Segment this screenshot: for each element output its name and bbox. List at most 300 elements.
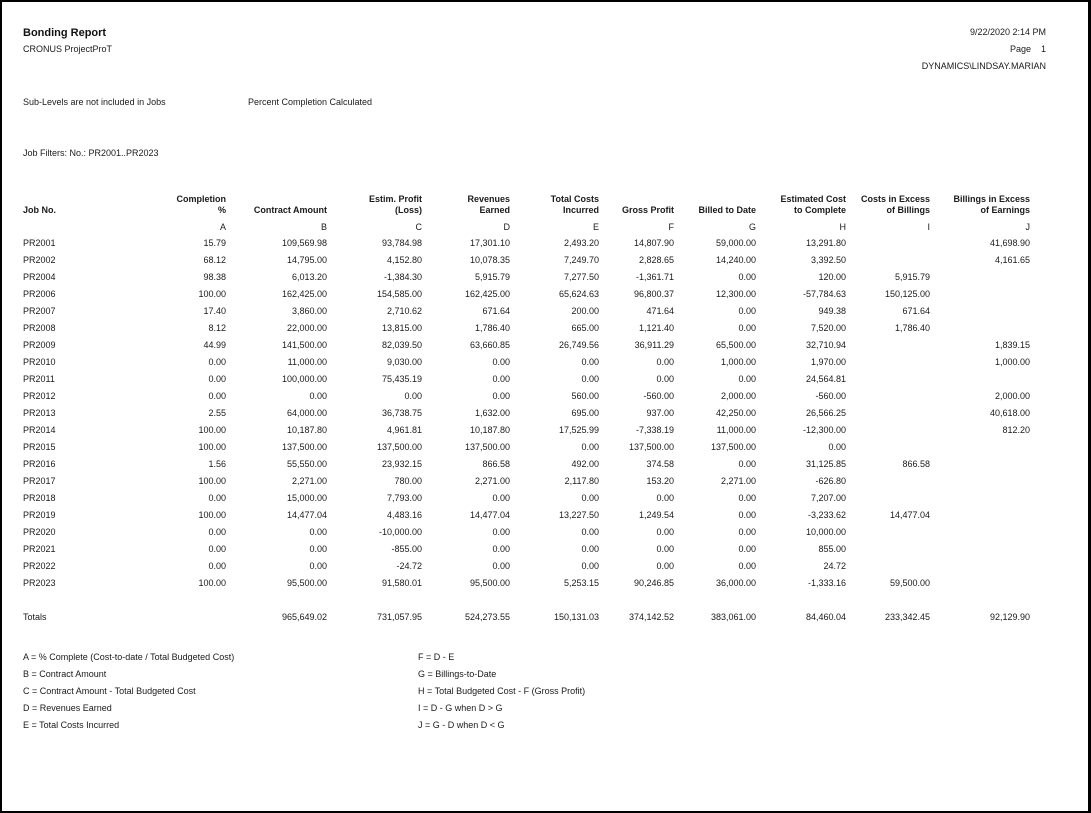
value-cell: 0.00 bbox=[828, 441, 846, 452]
value-cell: 0.00 bbox=[492, 526, 510, 537]
value-cell bbox=[846, 438, 930, 455]
value-cell: 75,435.19 bbox=[381, 373, 422, 384]
column-header-line2: to Complete bbox=[793, 205, 846, 215]
table-row bbox=[23, 353, 1030, 370]
value-cell: 154,585.00 bbox=[376, 288, 422, 299]
table-row bbox=[23, 302, 1030, 319]
table-row bbox=[23, 489, 1030, 506]
value-cell: 59,000.00 bbox=[715, 237, 756, 248]
value-cell: 0.00 bbox=[492, 373, 510, 384]
value-cell: 0.00 bbox=[656, 526, 674, 537]
column-header bbox=[930, 192, 1030, 216]
value-cell: 695.00 bbox=[571, 407, 599, 418]
column-header bbox=[599, 192, 674, 216]
table-row bbox=[23, 370, 1030, 387]
column-header-line2: of Billings bbox=[886, 205, 930, 215]
legend-item: A = % Complete (Cost-to-date / Total Budgeted Cost) bbox=[23, 652, 235, 662]
column-header bbox=[23, 192, 73, 216]
value-cell bbox=[930, 489, 1030, 506]
value-cell: 17.40 bbox=[203, 305, 226, 316]
value-cell: 14,240.00 bbox=[715, 254, 756, 265]
page-indicator bbox=[1010, 44, 1046, 54]
value-cell: 23,932.15 bbox=[381, 458, 422, 469]
value-cell: 2,000.00 bbox=[720, 390, 756, 401]
column-header-line2: Contract Amount bbox=[253, 205, 327, 215]
value-cell bbox=[930, 302, 1030, 319]
job-number-cell: PR2007 bbox=[23, 305, 56, 316]
value-cell: 9,030.00 bbox=[386, 356, 422, 367]
spacer-cell bbox=[23, 591, 1030, 608]
value-cell: -1,384.30 bbox=[383, 271, 422, 282]
page-number: 1 bbox=[1040, 44, 1046, 54]
value-cell: 1,000.00 bbox=[994, 356, 1030, 367]
value-cell bbox=[930, 506, 1030, 523]
value-cell: 2,000.00 bbox=[994, 390, 1030, 401]
value-cell: 0.00 bbox=[309, 526, 327, 537]
value-cell: 65,500.00 bbox=[715, 339, 756, 350]
value-cell bbox=[846, 336, 930, 353]
value-cell bbox=[930, 370, 1030, 387]
value-cell: 36,738.75 bbox=[381, 407, 422, 418]
value-cell: 2,117.80 bbox=[564, 475, 599, 486]
total-value-cell: 233,342.45 bbox=[884, 611, 930, 622]
table-row bbox=[23, 523, 1030, 540]
value-cell: 2,271.00 bbox=[720, 475, 756, 486]
value-cell: 1,839.15 bbox=[994, 339, 1030, 350]
column-letter: A bbox=[219, 222, 226, 232]
value-cell: 937.00 bbox=[646, 407, 674, 418]
value-cell: 95,500.00 bbox=[469, 577, 510, 588]
value-cell bbox=[846, 370, 930, 387]
spacer-row bbox=[23, 591, 1030, 608]
table-row bbox=[23, 557, 1030, 574]
value-cell: 91,580.01 bbox=[381, 577, 422, 588]
value-cell: 5,253.15 bbox=[563, 577, 599, 588]
table-row bbox=[23, 540, 1030, 557]
value-cell: 24,564.81 bbox=[805, 373, 846, 384]
value-cell: 7,277.50 bbox=[563, 271, 599, 282]
value-cell: 15,000.00 bbox=[286, 492, 327, 503]
value-cell: 82,039.50 bbox=[381, 339, 422, 350]
value-cell bbox=[930, 319, 1030, 336]
value-cell: 0.00 bbox=[656, 560, 674, 571]
column-header bbox=[510, 192, 599, 216]
value-cell bbox=[930, 285, 1030, 302]
value-cell: 0.00 bbox=[738, 509, 756, 520]
value-cell: 0.00 bbox=[738, 492, 756, 503]
header-row bbox=[23, 192, 1030, 216]
value-cell: 24.72 bbox=[823, 560, 846, 571]
value-cell: 100.00 bbox=[198, 288, 226, 299]
value-cell: 0.00 bbox=[738, 271, 756, 282]
value-cell bbox=[846, 523, 930, 540]
legend-item: H = Total Budgeted Cost - F (Gross Profit) bbox=[418, 686, 586, 696]
column-letter-row bbox=[23, 216, 1030, 234]
legend-item: B = Contract Amount bbox=[23, 669, 107, 679]
value-cell: 0.00 bbox=[309, 390, 327, 401]
value-cell: 866.58 bbox=[902, 458, 930, 469]
value-cell: -1,361.71 bbox=[635, 271, 674, 282]
job-number-cell: PR2018 bbox=[23, 492, 56, 503]
legend-item: J = G - D when D < G bbox=[418, 720, 505, 730]
value-cell: 1,786.40 bbox=[894, 322, 930, 333]
legend-item: E = Total Costs Incurred bbox=[23, 720, 120, 730]
value-cell: -57,784.63 bbox=[802, 288, 846, 299]
value-cell: 68.12 bbox=[203, 254, 226, 265]
value-cell: 100.00 bbox=[198, 424, 226, 435]
column-header-line1: Completion bbox=[176, 194, 226, 204]
value-cell: 7,249.70 bbox=[563, 254, 599, 265]
value-cell: -1,333.16 bbox=[807, 577, 846, 588]
value-cell: 41,698.90 bbox=[989, 237, 1030, 248]
total-value-cell: 965,649.02 bbox=[281, 611, 327, 622]
table-row bbox=[23, 319, 1030, 336]
value-cell: 90,246.85 bbox=[633, 577, 674, 588]
total-value-cell: 92,129.90 bbox=[989, 611, 1030, 622]
value-cell: 6,013.20 bbox=[291, 271, 327, 282]
column-header-line2: Gross Profit bbox=[621, 205, 674, 215]
value-cell: -10,000.00 bbox=[378, 526, 422, 537]
value-cell: 42,250.00 bbox=[715, 407, 756, 418]
column-header-line2: Incurred bbox=[562, 205, 599, 215]
value-cell: 0.00 bbox=[492, 356, 510, 367]
value-cell: 1,970.00 bbox=[810, 356, 846, 367]
value-cell: 13,227.50 bbox=[558, 509, 599, 520]
value-cell: 22,000.00 bbox=[286, 322, 327, 333]
column-letter: B bbox=[320, 222, 327, 232]
job-number-cell: PR2009 bbox=[23, 339, 56, 350]
value-cell: 471.64 bbox=[646, 305, 674, 316]
table-row bbox=[23, 268, 1030, 285]
value-cell: 1,121.40 bbox=[638, 322, 674, 333]
value-cell: 14,477.04 bbox=[889, 509, 930, 520]
value-cell: 100.00 bbox=[198, 441, 226, 452]
column-letter: C bbox=[415, 222, 422, 232]
value-cell bbox=[846, 353, 930, 370]
value-cell: 162,425.00 bbox=[281, 288, 327, 299]
value-cell: 3,392.50 bbox=[810, 254, 846, 265]
column-letter: D bbox=[503, 222, 510, 232]
value-cell: 100.00 bbox=[198, 509, 226, 520]
value-cell: 153.20 bbox=[646, 475, 674, 486]
value-cell: 0.00 bbox=[656, 356, 674, 367]
value-cell: 780.00 bbox=[394, 475, 422, 486]
column-header-line1: Costs in Excess bbox=[860, 194, 930, 204]
value-cell bbox=[846, 251, 930, 268]
value-cell: 10,187.80 bbox=[469, 424, 510, 435]
value-cell: 374.58 bbox=[646, 458, 674, 469]
value-cell: 162,425.00 bbox=[464, 288, 510, 299]
value-cell: 0.00 bbox=[738, 543, 756, 554]
legend-item: D = Revenues Earned bbox=[23, 703, 112, 713]
table-row bbox=[23, 455, 1030, 472]
value-cell: 2,710.62 bbox=[386, 305, 422, 316]
value-cell bbox=[846, 472, 930, 489]
value-cell: 0.00 bbox=[208, 356, 226, 367]
column-header bbox=[756, 192, 846, 216]
report-datetime: 9/22/2020 2:14 PM bbox=[969, 27, 1046, 37]
value-cell: 0.00 bbox=[656, 492, 674, 503]
job-number-cell: PR2011 bbox=[23, 373, 55, 384]
bonding-table bbox=[23, 192, 1030, 625]
job-filters: Job Filters: No.: PR2001..PR2023 bbox=[23, 148, 159, 158]
column-header bbox=[422, 192, 510, 216]
table-row bbox=[23, 506, 1030, 523]
job-number-cell: PR2014 bbox=[23, 424, 56, 435]
report-user: DYNAMICS\LINDSAY.MARIAN bbox=[921, 61, 1046, 71]
value-cell: 0.00 bbox=[738, 322, 756, 333]
column-letter: J bbox=[1025, 222, 1030, 232]
legend-item: C = Contract Amount - Total Budgeted Cost bbox=[23, 686, 196, 696]
value-cell: 0.00 bbox=[738, 373, 756, 384]
column-header-line1: Estim. Profit bbox=[368, 194, 422, 204]
value-cell: 0.00 bbox=[208, 543, 226, 554]
value-cell: 2,828.65 bbox=[638, 254, 674, 265]
value-cell: 3,860.00 bbox=[291, 305, 327, 316]
report-page bbox=[2, 2, 1088, 811]
value-cell: 0.00 bbox=[738, 458, 756, 469]
value-cell: 5,915.79 bbox=[894, 271, 930, 282]
total-value-cell: 374,142.52 bbox=[628, 611, 674, 622]
job-number-cell: PR2012 bbox=[23, 390, 56, 401]
value-cell bbox=[930, 455, 1030, 472]
job-number-cell: PR2019 bbox=[23, 509, 56, 520]
value-cell: 492.00 bbox=[571, 458, 599, 469]
value-cell: 2,271.00 bbox=[474, 475, 510, 486]
job-number-cell: PR2008 bbox=[23, 322, 56, 333]
sublevels-note: Sub-Levels are not included in Jobs bbox=[23, 97, 166, 107]
value-cell: 64,000.00 bbox=[286, 407, 327, 418]
value-cell: 0.00 bbox=[581, 441, 599, 452]
value-cell: 5,915.79 bbox=[474, 271, 510, 282]
total-value-cell: 150,131.03 bbox=[553, 611, 599, 622]
value-cell: 4,161.65 bbox=[994, 254, 1030, 265]
value-cell: 10,000.00 bbox=[805, 526, 846, 537]
value-cell: 4,483.16 bbox=[386, 509, 422, 520]
job-number-cell: PR2021 bbox=[23, 543, 56, 554]
value-cell: 0.00 bbox=[309, 560, 327, 571]
job-number-cell: PR2002 bbox=[23, 254, 56, 265]
value-cell: 59,500.00 bbox=[889, 577, 930, 588]
value-cell: 4,152.80 bbox=[386, 254, 422, 265]
value-cell: 17,301.10 bbox=[469, 237, 510, 248]
value-cell: 0.00 bbox=[656, 373, 674, 384]
value-cell: 98.38 bbox=[203, 271, 226, 282]
value-cell: 65,624.63 bbox=[558, 288, 599, 299]
value-cell: 7,520.00 bbox=[810, 322, 846, 333]
total-value-cell bbox=[73, 608, 226, 625]
value-cell: 100.00 bbox=[198, 475, 226, 486]
value-cell: -626.80 bbox=[815, 475, 846, 486]
value-cell: 13,291.80 bbox=[805, 237, 846, 248]
value-cell: 2,493.20 bbox=[563, 237, 599, 248]
value-cell: 0.00 bbox=[581, 373, 599, 384]
value-cell: 0.00 bbox=[492, 543, 510, 554]
totals-row bbox=[23, 608, 1030, 625]
job-number-cell: PR2010 bbox=[23, 356, 56, 367]
value-cell: 0.00 bbox=[309, 543, 327, 554]
column-letter: F bbox=[668, 222, 674, 232]
value-cell: 0.00 bbox=[404, 390, 422, 401]
value-cell bbox=[930, 557, 1030, 574]
total-value-cell: 731,057.95 bbox=[376, 611, 422, 622]
value-cell: 0.00 bbox=[581, 560, 599, 571]
value-cell: 31,125.85 bbox=[805, 458, 846, 469]
value-cell: 665.00 bbox=[571, 322, 599, 333]
column-header-line2: Job No. bbox=[23, 205, 56, 215]
total-value-cell: 524,273.55 bbox=[464, 611, 510, 622]
job-number-cell: PR2016 bbox=[23, 458, 56, 469]
column-header-line2: Earned bbox=[479, 205, 510, 215]
value-cell: 0.00 bbox=[656, 543, 674, 554]
value-cell: 0.00 bbox=[208, 560, 226, 571]
value-cell: 1.56 bbox=[208, 458, 226, 469]
job-number-cell: PR2017 bbox=[23, 475, 56, 486]
value-cell: 671.64 bbox=[902, 305, 930, 316]
value-cell: 11,000.00 bbox=[287, 356, 327, 367]
value-cell: -560.00 bbox=[815, 390, 846, 401]
value-cell: 855.00 bbox=[818, 543, 846, 554]
value-cell: 36,911.29 bbox=[634, 339, 674, 350]
value-cell: 26,749.56 bbox=[558, 339, 599, 350]
value-cell: 0.00 bbox=[581, 356, 599, 367]
value-cell bbox=[846, 387, 930, 404]
total-value-cell: 84,460.04 bbox=[805, 611, 846, 622]
value-cell: -24.72 bbox=[396, 560, 422, 571]
table-row bbox=[23, 336, 1030, 353]
value-cell: 1,632.00 bbox=[474, 407, 510, 418]
value-cell: 150,125.00 bbox=[884, 288, 930, 299]
table-row bbox=[23, 438, 1030, 455]
legend-right bbox=[418, 649, 585, 734]
value-cell bbox=[930, 523, 1030, 540]
legend-item: F = D - E bbox=[418, 652, 455, 662]
table-row bbox=[23, 251, 1030, 268]
value-cell: 96,800.37 bbox=[633, 288, 674, 299]
total-value-cell: 383,061.00 bbox=[710, 611, 756, 622]
value-cell: 137,500.00 bbox=[628, 441, 674, 452]
job-number-cell: PR2013 bbox=[23, 407, 56, 418]
value-cell bbox=[846, 404, 930, 421]
value-cell: 1,249.54 bbox=[638, 509, 674, 520]
table-row bbox=[23, 285, 1030, 302]
value-cell: 0.00 bbox=[492, 492, 510, 503]
column-header bbox=[73, 192, 226, 216]
page-label: Page bbox=[1009, 44, 1031, 54]
table-row bbox=[23, 421, 1030, 438]
value-cell: 137,500.00 bbox=[464, 441, 510, 452]
value-cell: -560.00 bbox=[643, 390, 674, 401]
job-number-cell: PR2004 bbox=[23, 271, 56, 282]
column-header bbox=[226, 192, 327, 216]
value-cell: 26,566.25 bbox=[805, 407, 846, 418]
value-cell: 0.00 bbox=[208, 390, 226, 401]
column-header bbox=[674, 192, 756, 216]
legend-item: G = Billings-to-Date bbox=[418, 669, 497, 679]
value-cell: 0.00 bbox=[208, 373, 226, 384]
value-cell: 100,000.00 bbox=[281, 373, 327, 384]
value-cell: 63,660.85 bbox=[469, 339, 510, 350]
legend-item: I = D - G when D > G bbox=[418, 703, 503, 713]
value-cell bbox=[930, 438, 1030, 455]
column-header bbox=[327, 192, 422, 216]
column-header-line1: Total Costs bbox=[550, 194, 599, 204]
column-header-line1: Billings in Excess bbox=[953, 194, 1030, 204]
value-cell: 137,500.00 bbox=[376, 441, 422, 452]
job-number-cell: PR2001 bbox=[23, 237, 56, 248]
totals-label: Totals bbox=[23, 611, 47, 622]
value-cell: 949.38 bbox=[818, 305, 846, 316]
value-cell: 0.00 bbox=[738, 526, 756, 537]
value-cell: -855.00 bbox=[391, 543, 422, 554]
column-header bbox=[846, 192, 930, 216]
value-cell: -7,338.19 bbox=[635, 424, 674, 435]
report-title: Bonding Report bbox=[23, 27, 107, 39]
column-header-line2: % bbox=[217, 205, 226, 215]
value-cell: 812.20 bbox=[1002, 424, 1030, 435]
value-cell: 17,525.99 bbox=[558, 424, 599, 435]
legend-left bbox=[23, 649, 234, 734]
value-cell bbox=[846, 489, 930, 506]
table-row bbox=[23, 574, 1030, 591]
value-cell: 14,477.04 bbox=[469, 509, 510, 520]
value-cell: 95,500.00 bbox=[286, 577, 327, 588]
value-cell: 55,550.00 bbox=[286, 458, 327, 469]
value-cell: 0.00 bbox=[581, 492, 599, 503]
value-cell bbox=[930, 268, 1030, 285]
value-cell bbox=[930, 540, 1030, 557]
value-cell: 100.00 bbox=[198, 577, 226, 588]
value-cell: 560.00 bbox=[571, 390, 599, 401]
value-cell bbox=[846, 540, 930, 557]
value-cell: 137,500.00 bbox=[710, 441, 756, 452]
column-header-line2: (Loss) bbox=[395, 205, 422, 215]
percent-completion-note: Percent Completion Calculated bbox=[248, 97, 373, 107]
job-number-cell: PR2022 bbox=[23, 560, 56, 571]
column-header-line2: Billed to Date bbox=[698, 205, 756, 215]
value-cell: 0.00 bbox=[581, 543, 599, 554]
value-cell: 14,477.04 bbox=[286, 509, 327, 520]
value-cell: 137,500.00 bbox=[281, 441, 327, 452]
value-cell: 32,710.94 bbox=[805, 339, 846, 350]
table-row bbox=[23, 472, 1030, 489]
value-cell bbox=[846, 234, 930, 251]
value-cell: 866.58 bbox=[482, 458, 510, 469]
table-row bbox=[23, 387, 1030, 404]
column-letter: E bbox=[592, 222, 599, 232]
value-cell: 2.55 bbox=[208, 407, 226, 418]
value-cell: 14,795.00 bbox=[286, 254, 327, 265]
value-cell bbox=[930, 574, 1030, 591]
column-letter bbox=[23, 216, 73, 234]
value-cell: 1,000.00 bbox=[720, 356, 756, 367]
job-number-cell: PR2015 bbox=[23, 441, 56, 452]
value-cell: 0.00 bbox=[208, 526, 226, 537]
value-cell: 44.99 bbox=[203, 339, 226, 350]
column-letter: G bbox=[748, 222, 756, 232]
value-cell: 0.00 bbox=[738, 305, 756, 316]
value-cell: 0.00 bbox=[581, 526, 599, 537]
table-row bbox=[23, 234, 1030, 251]
value-cell: 14,807.90 bbox=[633, 237, 674, 248]
value-cell: 671.64 bbox=[482, 305, 510, 316]
value-cell bbox=[846, 421, 930, 438]
value-cell: 0.00 bbox=[492, 560, 510, 571]
value-cell: 141,500.00 bbox=[281, 339, 327, 350]
column-header-line1: Revenues bbox=[467, 194, 510, 204]
value-cell: -3,233.62 bbox=[807, 509, 846, 520]
value-cell: 120.00 bbox=[818, 271, 846, 282]
